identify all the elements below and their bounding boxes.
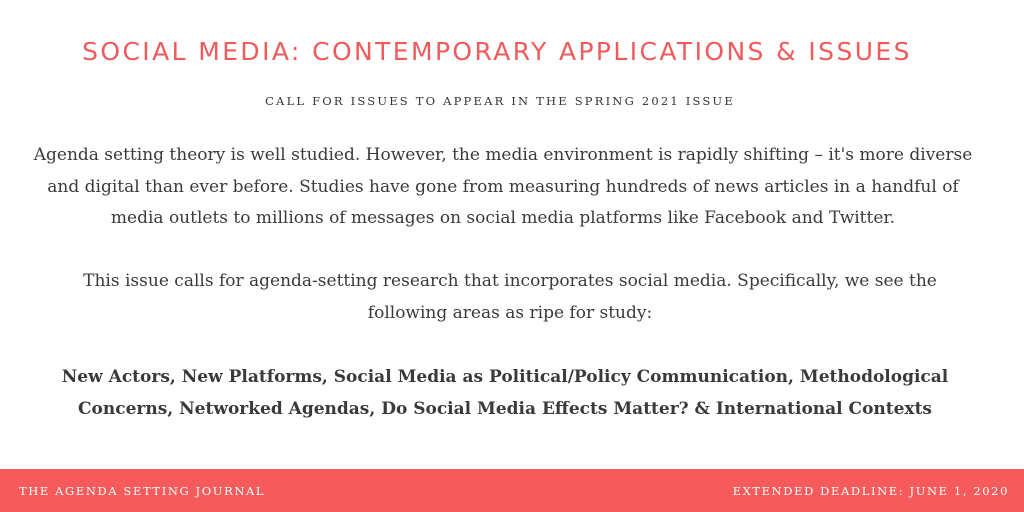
page-title: SOCIAL MEDIA: CONTEMPORARY APPLICATIONS & ISSUES — [82, 37, 912, 66]
call-paragraph: This issue calls for agenda-setting research that incorporates social media. Specifically, we see the following areas as ripe for study: — [83, 271, 937, 323]
deadline-text: EXTENDED DEADLINE: JUNE 1, 2020 — [732, 484, 1009, 498]
intro-paragraph: Agenda setting theory is well studied. However, the media environment is rapidly shifting – it's more diverse and digital than ever before. Studies have gone from measuring hundreds of news articles in a handful of media outlets to millions of messages on social media platforms like Facebook and Twitter. — [33, 145, 973, 228]
journal-name: THE AGENDA SETTING JOURNAL — [19, 484, 266, 498]
topics-list: New Actors, New Platforms, Social Media as Political/Policy Communication, Methodological Concerns, Networked Agendas, Do Social Media Effects Matter? & International Contexts — [61, 367, 949, 419]
page-subtitle: CALL FOR ISSUES TO APPEAR IN THE SPRING 2021 ISSUE — [265, 94, 735, 108]
footer-bar — [0, 469, 1024, 512]
